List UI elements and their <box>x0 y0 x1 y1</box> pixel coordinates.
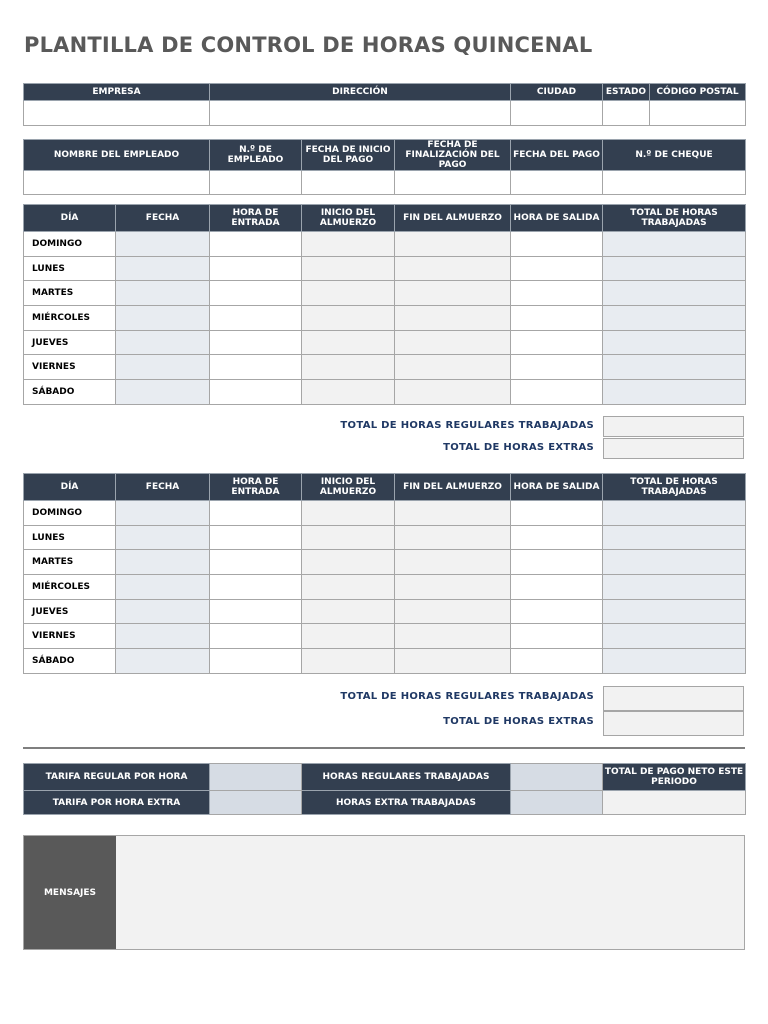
table-row <box>24 256 746 281</box>
lunch-end-cell[interactable] <box>395 624 511 649</box>
date-cell[interactable] <box>116 256 210 281</box>
total-hours-cell[interactable] <box>603 599 746 624</box>
date-cell[interactable] <box>116 355 210 380</box>
state-field[interactable] <box>603 101 650 126</box>
lunch-start-cell[interactable] <box>302 525 395 550</box>
time-out-cell[interactable] <box>511 380 603 405</box>
lunch-end-cell[interactable] <box>395 575 511 600</box>
page-title: PLANTILLA DE CONTROL DE HORAS QUINCENAL <box>24 33 593 57</box>
overtime-hours-label: HORAS EXTRA TRABAJADAS <box>302 791 511 815</box>
day-label: DOMINGO <box>24 232 116 257</box>
header-pay-end: FECHA DE FINALIZACIÓN DEL PAGO <box>395 140 511 171</box>
day-label: MIÉRCOLES <box>24 575 116 600</box>
time-out-cell[interactable] <box>511 575 603 600</box>
table-row <box>24 599 746 624</box>
date-cell[interactable] <box>116 330 210 355</box>
pay-summary-table <box>23 763 746 815</box>
table-row <box>24 550 746 575</box>
date-cell[interactable] <box>116 649 210 674</box>
time-out-cell[interactable] <box>511 501 603 526</box>
date-cell[interactable] <box>116 306 210 331</box>
time-out-cell[interactable] <box>511 232 603 257</box>
day-label: DOMINGO <box>24 501 116 526</box>
regular-rate-field[interactable] <box>210 764 302 791</box>
lunch-end-cell[interactable] <box>395 550 511 575</box>
regular-rate-label: TARIFA REGULAR POR HORA <box>24 764 210 791</box>
time-in-cell[interactable] <box>210 256 302 281</box>
header-time-in: HORA DE ENTRADA <box>210 474 302 501</box>
table-row <box>24 281 746 306</box>
employee-info-table <box>23 139 746 195</box>
time-in-cell[interactable] <box>210 355 302 380</box>
lunch-end-cell[interactable] <box>395 256 511 281</box>
header-time-in: HORA DE ENTRADA <box>210 205 302 232</box>
messages-section <box>23 835 745 950</box>
lunch-start-cell[interactable] <box>302 649 395 674</box>
time-in-cell[interactable] <box>210 550 302 575</box>
table-row <box>24 501 746 526</box>
day-label: LUNES <box>24 256 116 281</box>
header-employee-number: N.º DE EMPLEADO <box>210 140 302 171</box>
header-date: FECHA <box>116 474 210 501</box>
time-out-cell[interactable] <box>511 525 603 550</box>
header-time-out: HORA DE SALIDA <box>511 205 603 232</box>
week-1-overtime-label: TOTAL DE HORAS EXTRAS <box>443 442 594 453</box>
header-date: FECHA <box>116 205 210 232</box>
header-day: DÍA <box>24 205 116 232</box>
date-cell[interactable] <box>116 599 210 624</box>
time-out-cell[interactable] <box>511 624 603 649</box>
employee-number-field[interactable] <box>210 171 302 195</box>
week-1-regular-hours-field[interactable] <box>603 416 744 437</box>
table-row <box>24 306 746 331</box>
total-hours-cell[interactable] <box>603 232 746 257</box>
time-in-cell[interactable] <box>210 306 302 331</box>
header-zip: CÓDIGO POSTAL <box>650 84 746 101</box>
header-address: DIRECCIÓN <box>210 84 511 101</box>
day-label: VIERNES <box>24 624 116 649</box>
table-row <box>24 330 746 355</box>
lunch-start-cell[interactable] <box>302 306 395 331</box>
lunch-end-cell[interactable] <box>395 281 511 306</box>
section-divider <box>23 747 745 749</box>
regular-hours-field[interactable] <box>511 764 603 791</box>
week-2-table <box>23 473 746 674</box>
lunch-start-cell[interactable] <box>302 355 395 380</box>
pay-date-field[interactable] <box>511 171 603 195</box>
zip-field[interactable] <box>650 101 746 126</box>
net-pay-label: TOTAL DE PAGO NETO ESTE PERIODO <box>603 764 746 791</box>
total-hours-cell[interactable] <box>603 575 746 600</box>
week-2-regular-hours-field[interactable] <box>603 686 744 711</box>
pay-end-field[interactable] <box>395 171 511 195</box>
messages-label: MENSAJES <box>24 836 116 949</box>
time-in-cell[interactable] <box>210 649 302 674</box>
overtime-rate-field[interactable] <box>210 791 302 815</box>
check-number-field[interactable] <box>603 171 746 195</box>
date-cell[interactable] <box>116 550 210 575</box>
overtime-hours-field[interactable] <box>511 791 603 815</box>
table-row <box>24 525 746 550</box>
total-hours-cell[interactable] <box>603 550 746 575</box>
time-in-cell[interactable] <box>210 501 302 526</box>
total-hours-cell[interactable] <box>603 501 746 526</box>
time-in-cell[interactable] <box>210 281 302 306</box>
day-label: SÁBADO <box>24 380 116 405</box>
time-in-cell[interactable] <box>210 624 302 649</box>
total-hours-cell[interactable] <box>603 355 746 380</box>
employee-name-field[interactable] <box>24 171 210 195</box>
header-lunch-end: FIN DEL ALMUERZO <box>395 474 511 501</box>
time-in-cell[interactable] <box>210 232 302 257</box>
overtime-rate-label: TARIFA POR HORA EXTRA <box>24 791 210 815</box>
week-1-table <box>23 204 746 405</box>
pay-start-field[interactable] <box>302 171 395 195</box>
total-hours-cell[interactable] <box>603 380 746 405</box>
time-in-cell[interactable] <box>210 575 302 600</box>
date-cell[interactable] <box>116 281 210 306</box>
header-pay-start: FECHA DE INICIO DEL PAGO <box>302 140 395 171</box>
header-pay-date: FECHA DEL PAGO <box>511 140 603 171</box>
lunch-start-cell[interactable] <box>302 624 395 649</box>
date-cell[interactable] <box>116 624 210 649</box>
address-field[interactable] <box>210 101 511 126</box>
week-2-overtime-label: TOTAL DE HORAS EXTRAS <box>443 716 594 727</box>
table-row <box>24 355 746 380</box>
week-1-regular-hours-label: TOTAL DE HORAS REGULARES TRABAJADAS <box>340 420 594 431</box>
day-label: SÁBADO <box>24 649 116 674</box>
time-in-cell[interactable] <box>210 330 302 355</box>
day-label: MARTES <box>24 550 116 575</box>
week-2-overtime-field[interactable] <box>603 711 744 736</box>
time-out-cell[interactable] <box>511 599 603 624</box>
header-total-hours: TOTAL DE HORAS TRABAJADAS <box>603 474 746 501</box>
time-out-cell[interactable] <box>511 281 603 306</box>
total-hours-cell[interactable] <box>603 306 746 331</box>
lunch-end-cell[interactable] <box>395 599 511 624</box>
header-lunch-start: INICIO DEL ALMUERZO <box>302 205 395 232</box>
total-hours-cell[interactable] <box>603 281 746 306</box>
date-cell[interactable] <box>116 525 210 550</box>
time-out-cell[interactable] <box>511 550 603 575</box>
time-in-cell[interactable] <box>210 599 302 624</box>
date-cell[interactable] <box>116 501 210 526</box>
company-info-table <box>23 83 746 126</box>
company-field[interactable] <box>24 101 210 126</box>
day-label: MIÉRCOLES <box>24 306 116 331</box>
header-employee-name: NOMBRE DEL EMPLEADO <box>24 140 210 171</box>
week-1-overtime-field[interactable] <box>603 438 744 459</box>
date-cell[interactable] <box>116 575 210 600</box>
total-hours-cell[interactable] <box>603 624 746 649</box>
header-time-out: HORA DE SALIDA <box>511 474 603 501</box>
lunch-start-cell[interactable] <box>302 281 395 306</box>
day-label: LUNES <box>24 525 116 550</box>
total-hours-cell[interactable] <box>603 649 746 674</box>
lunch-end-cell[interactable] <box>395 501 511 526</box>
time-out-cell[interactable] <box>511 330 603 355</box>
time-in-cell[interactable] <box>210 380 302 405</box>
total-hours-cell[interactable] <box>603 256 746 281</box>
regular-hours-label: HORAS REGULARES TRABAJADAS <box>302 764 511 791</box>
lunch-start-cell[interactable] <box>302 501 395 526</box>
net-pay-field[interactable] <box>603 791 746 815</box>
time-out-cell[interactable] <box>511 355 603 380</box>
lunch-end-cell[interactable] <box>395 306 511 331</box>
day-label: VIERNES <box>24 355 116 380</box>
day-label: MARTES <box>24 281 116 306</box>
lunch-start-cell[interactable] <box>302 550 395 575</box>
day-label: JUEVES <box>24 599 116 624</box>
date-cell[interactable] <box>116 380 210 405</box>
table-row <box>24 575 746 600</box>
lunch-end-cell[interactable] <box>395 232 511 257</box>
time-out-cell[interactable] <box>511 256 603 281</box>
city-field[interactable] <box>511 101 603 126</box>
lunch-end-cell[interactable] <box>395 355 511 380</box>
header-check-number: N.º DE CHEQUE <box>603 140 746 171</box>
lunch-start-cell[interactable] <box>302 380 395 405</box>
lunch-end-cell[interactable] <box>395 525 511 550</box>
header-total-hours: TOTAL DE HORAS TRABAJADAS <box>603 205 746 232</box>
time-out-cell[interactable] <box>511 649 603 674</box>
lunch-end-cell[interactable] <box>395 380 511 405</box>
time-in-cell[interactable] <box>210 525 302 550</box>
total-hours-cell[interactable] <box>603 330 746 355</box>
day-label: JUEVES <box>24 330 116 355</box>
date-cell[interactable] <box>116 232 210 257</box>
time-out-cell[interactable] <box>511 306 603 331</box>
table-row <box>24 649 746 674</box>
table-row <box>24 380 746 405</box>
header-day: DÍA <box>24 474 116 501</box>
total-hours-cell[interactable] <box>603 525 746 550</box>
table-row <box>24 624 746 649</box>
lunch-end-cell[interactable] <box>395 649 511 674</box>
table-row <box>24 232 746 257</box>
lunch-start-cell[interactable] <box>302 575 395 600</box>
messages-field[interactable] <box>116 836 744 949</box>
lunch-start-cell[interactable] <box>302 232 395 257</box>
header-state: ESTADO <box>603 84 650 101</box>
header-city: CIUDAD <box>511 84 603 101</box>
header-lunch-start: INICIO DEL ALMUERZO <box>302 474 395 501</box>
lunch-start-cell[interactable] <box>302 330 395 355</box>
lunch-end-cell[interactable] <box>395 330 511 355</box>
header-lunch-end: FIN DEL ALMUERZO <box>395 205 511 232</box>
lunch-start-cell[interactable] <box>302 256 395 281</box>
header-company: EMPRESA <box>24 84 210 101</box>
week-2-regular-hours-label: TOTAL DE HORAS REGULARES TRABAJADAS <box>340 691 594 702</box>
lunch-start-cell[interactable] <box>302 599 395 624</box>
